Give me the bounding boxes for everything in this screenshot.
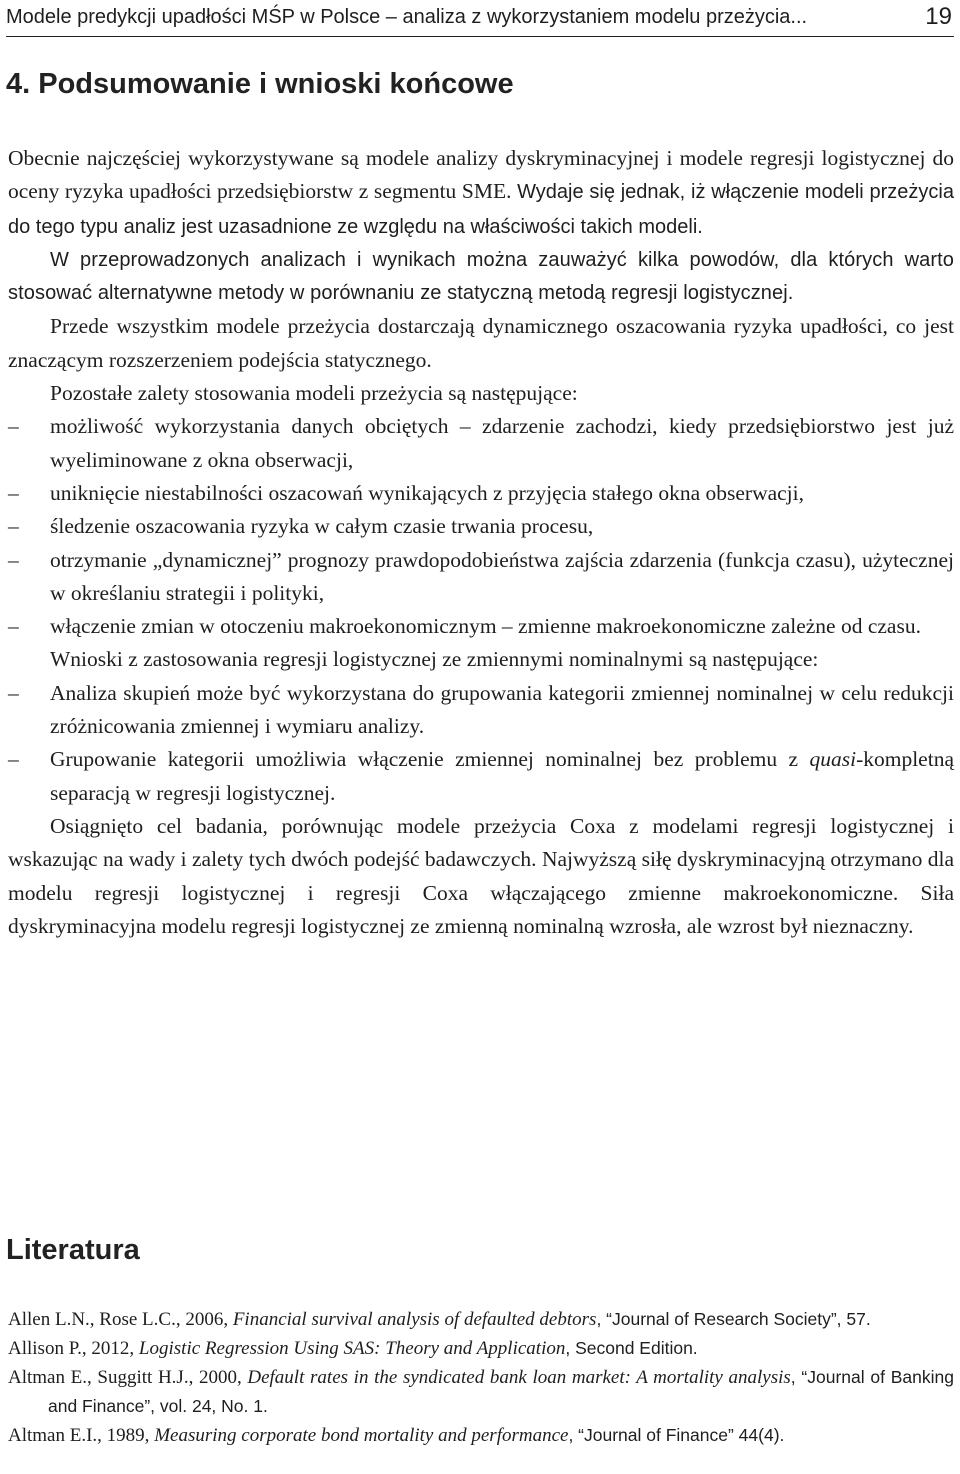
list-item xyxy=(8,410,954,477)
list-item xyxy=(8,677,954,744)
list-item-text: włączenie zmian w otoczeniu makroekonomicznym – zmienne makroekonomiczne zależne od czasu. xyxy=(50,614,921,639)
reference-authors: Altman E.I., 1989, xyxy=(8,1425,155,1446)
reference-authors: Allison P., 2012, xyxy=(8,1338,139,1359)
list-item xyxy=(8,544,954,611)
dash-bullet: – xyxy=(8,747,19,772)
conclusions-list xyxy=(8,677,954,810)
paragraph-1-sans: Wydaje się jednak, iż włączenie modeli przeżycia do tego typu analiz jest uzasadnione ze względu na właściwości takich modeli. xyxy=(8,181,955,238)
list-item-text: Analiza skupień może być wykorzystana do grupowania kategorii zmiennej nominalnej w celu redukcji zróżnicowania zmiennej i wymiaru analizy. xyxy=(50,680,954,739)
page-number: 19 xyxy=(925,3,952,30)
reference-list xyxy=(8,1305,954,1450)
paragraph-5: Wnioski z zastosowania regresji logistycznej ze zmiennymi nominalnymi są następujące: xyxy=(50,647,819,672)
section-heading: 4. Podsumowanie i wnioski końcowe xyxy=(6,68,514,100)
list-item xyxy=(8,477,954,510)
list-item-text-end: -kompletną separacją w regresji logistycznej. xyxy=(50,747,954,805)
dash-bullet: – xyxy=(8,614,19,639)
reference-authors: Allen L.N., Rose L.C., 2006, xyxy=(8,1309,233,1330)
literature-heading: Literatura xyxy=(6,1234,140,1266)
paragraph-1-serif: Obecnie najczęściej wykorzystywane są modele analizy dyskryminacyjnej i modele regresji logistycznej do oceny ryzyka upadłości przedsiębiorstw z segmentu SME. xyxy=(8,146,954,204)
running-title: Modele predykcji upadłości MŚP w Polsce – analiza z wykorzystaniem modelu przeżycia... xyxy=(6,6,808,28)
list-item-text: otrzymanie „dynamicznej” prognozy prawdopodobieństwa zajścia zdarzenia (funkcja czasu), użytecznej w określaniu strategii i polityki, xyxy=(50,547,954,605)
reference-source: , Second Edition. xyxy=(565,1338,698,1358)
paragraph-6: Osiągnięto cel badania, porównując modele przeżycia Coxa z modelami regresji logistycznej i wskazując na wady i zalety tych dwóch podejść badawczych. Najwyższą siłę dyskryminacyjną otrzymano dla modelu regresji logistycznej i regresji Coxa włączającego zmienne makroekonomiczne. Siła dyskryminacyjna modelu regresji logistycznej ze zmienną nominalną wzrosła, ale wzrost był nieznaczny. xyxy=(8,813,954,938)
reference-title: Logistic Regression Using SAS: Theory and Application xyxy=(138,1338,566,1359)
reference-title: Financial survival analysis of defaulted debtors xyxy=(232,1309,597,1330)
list-item xyxy=(8,743,954,810)
list-item-text: śledzenie oszacowania ryzyka w całym czasie trwania procesu, xyxy=(50,514,594,539)
dash-bullet: – xyxy=(8,514,19,539)
paragraph-2: W przeprowadzonych analizach i wynikach można zauważyć kilka powodów, dla których warto stosować alternatywne metody w porównaniu ze statyczną metodą regresji logistycznej. xyxy=(8,248,954,305)
list-item-text-start: Grupowanie kategorii umożliwia włączenie zmiennej nominalnej bez problemu z xyxy=(50,747,810,772)
reference-title: Measuring corporate bond mortality and performance xyxy=(154,1425,569,1446)
dash-bullet: – xyxy=(8,680,19,705)
paragraph-3: Przede wszystkim modele przeżycia dostarczają dynamicznego oszacowania ryzyka upadłości, co jest znaczącym rozszerzeniem podejścia statycznego. xyxy=(8,314,954,372)
section-body xyxy=(8,142,954,943)
header-rule xyxy=(6,36,954,37)
reference-title: Default rates in the syndicated bank loan market: A mortality analysis xyxy=(247,1367,791,1388)
advantages-list xyxy=(8,410,954,643)
dash-bullet: – xyxy=(8,547,19,572)
reference-entry xyxy=(8,1305,954,1334)
running-header xyxy=(6,2,954,32)
list-item xyxy=(8,510,954,543)
paragraph-1 xyxy=(8,142,954,244)
reference-source: , “Journal of Finance” 44(4). xyxy=(568,1425,785,1445)
list-item-text: możliwość wykorzystania danych obciętych – zdarzenie zachodzi, kiedy przedsiębiorstwo jest już wyeliminowane z okna obserwacji, xyxy=(50,414,954,472)
list-item-text: uniknięcie niestabilności oszacowań wynikających z przyjęcia stałego okna obserwacji, xyxy=(50,480,805,505)
dash-bullet: – xyxy=(8,414,19,439)
reference-entry xyxy=(8,1334,954,1363)
list-item xyxy=(8,610,954,643)
dash-bullet: – xyxy=(8,480,19,505)
reference-entry xyxy=(8,1421,954,1450)
reference-source: , “Journal of Banking and Finance”, vol. 24, No. 1. xyxy=(48,1367,954,1416)
paragraph-4: Pozostałe zalety stosowania modeli przeżycia są następujące: xyxy=(50,381,578,406)
reference-source: , “Journal of Research Society”, 57. xyxy=(596,1309,871,1329)
reference-entry xyxy=(8,1363,954,1421)
reference-authors: Altman E., Suggitt H.J., 2000, xyxy=(8,1367,248,1388)
quasi-italic: quasi xyxy=(809,747,857,772)
